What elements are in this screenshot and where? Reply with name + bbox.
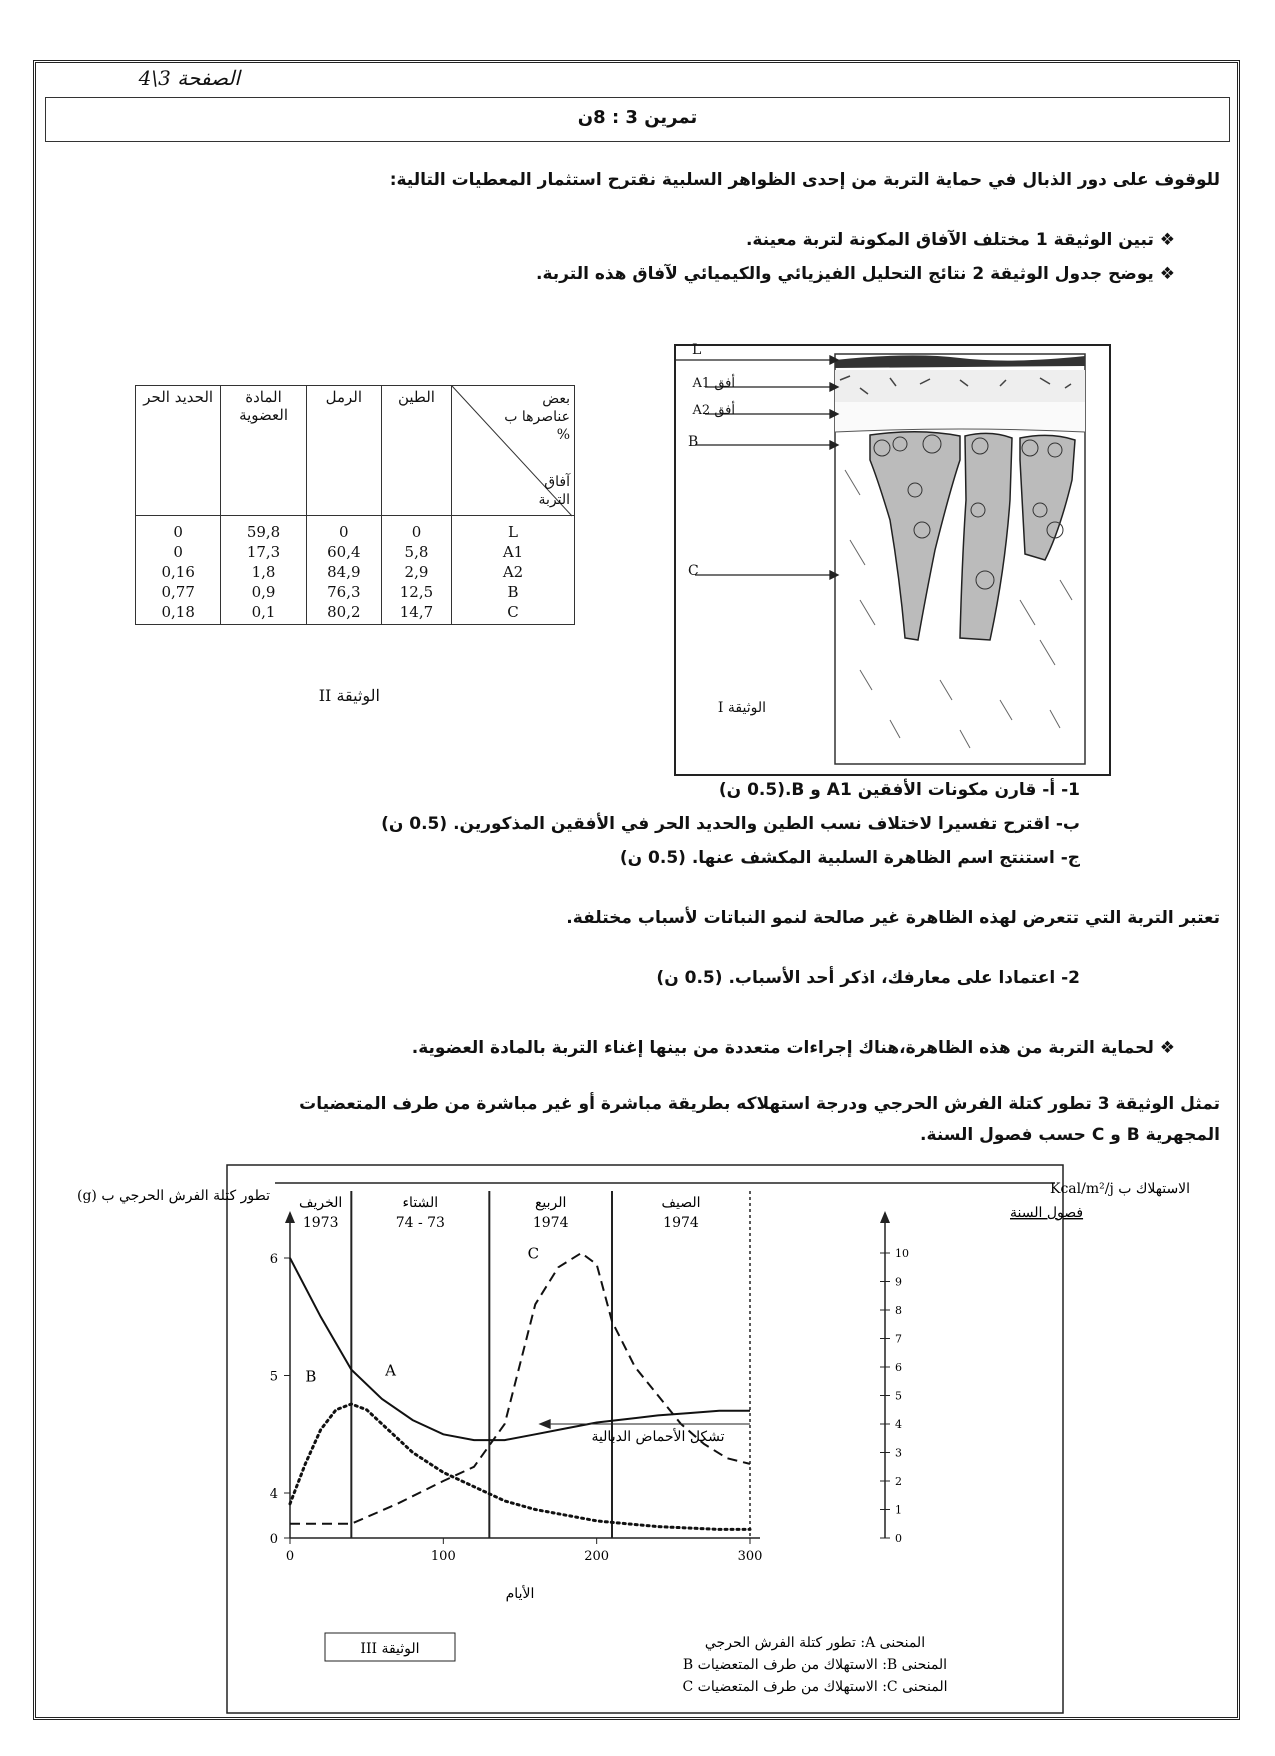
legend-entry: المنحنى A: تطور كتلة الفرش الحرجي [704,1635,926,1651]
y-axis-left-arrow [285,1211,295,1223]
y-left-tick-label: 6 [269,1252,278,1267]
y-left-tick-label: 4 [269,1487,278,1502]
doc1-label-l: L [692,342,702,358]
table-corner-cell [452,386,575,516]
season-year: 74 - 73 [395,1215,445,1231]
season-name: الربيع [534,1195,567,1211]
horizon-a2-layer [835,402,1085,432]
corner-bottom-label: آفاق التربة [538,474,570,508]
y-right-tick-label: 8 [895,1304,902,1317]
question-1a: 1- أ- قارن مكونات الأفقين A1 و B.(0.5 ن) [718,780,1080,800]
horizon-a1-layer [835,370,1085,402]
bullet-protection-text: لحماية التربة من هذه الظاهرة،هناك إجراءات متعددة من بينها إغناء التربة بالمادة العضوية. [411,1038,1154,1058]
season-year: 1973 [302,1215,339,1231]
season-name: الصيف [661,1195,701,1211]
season-name: الخريف [299,1195,343,1211]
litter-chart [76,1163,1191,1718]
series-a-line [290,1258,750,1440]
x-tick-label: 200 [584,1549,610,1564]
doc1-label-c: C [688,563,699,579]
doc1-caption: الوثيقة I [717,700,766,716]
question-2: 2- اعتمادا على معارفك، اذكر أحد الأسباب. (0.5 ن) [656,968,1080,988]
x-axis-label: الأيام [505,1586,535,1602]
y-right-tick-label: 1 [895,1503,902,1517]
table-row: 0 0 0,16 0,77 0,18 59,8 17,3 1,8 0,9 0,1 0 60,4 84,9 76,3 80,2 0 5,8 2,9 12,5 14,7 L A1 A2 B C [136,516,575,625]
y-right-tick-label: 10 [895,1247,909,1260]
seasons-label: فصول السنة [1010,1205,1084,1221]
intro-paragraph: للوقوف على دور الذبال في حماية التربة من إحدى الظواهر السلبية نقترح استثمار المعطيات التالية: [389,170,1220,190]
y-left-axis-label: تطور كتلة الفرش الحرجي ب (g) [76,1188,270,1204]
exercise-title: تمرين 3 : 8ن [577,107,698,128]
x-tick-label: 300 [737,1549,763,1564]
curve-label-a: A [385,1361,396,1380]
y-right-tick-label: 5 [895,1389,902,1403]
annotation-arrow-head [538,1419,550,1429]
bullet-doc2-text: يوضح جدول الوثيقة 2 نتائج التحليل الفيزيائي والكيميائي لآفاق هذه التربة. [536,264,1154,284]
y-right-axis-label: الاستهلاك ب Kcal/m²/j [1050,1181,1191,1197]
season-year: 1974 [532,1215,569,1231]
bullet-doc2: ❖ يوضح جدول الوثيقة 2 نتائج التحليل الفيزيائي والكيميائي لآفاق هذه التربة. [536,264,1175,284]
bullet-doc1: ❖ تبين الوثيقة 1 مختلف الآفاق المكونة لتربة معينة. [745,230,1175,250]
header-sand: الرمل [306,386,381,516]
paragraph-doc3-line1: تمثل الوثيقة 3 تطور كتلة الفرش الحرجي ودرجة استهلاكه بطريقة مباشرة أو غير مباشرة من طرف المتعضيات [299,1094,1220,1114]
y-right-tick-label: 4 [895,1418,902,1431]
y-left-tick-label: 5 [269,1369,278,1385]
season-name: الشتاء [402,1195,439,1211]
page-mark: الصفحة 3\4 [138,66,240,90]
x-tick-label: 0 [285,1549,295,1564]
doc1-label-a2: أفق A2 [692,403,735,418]
horizon-l-layer [835,355,1085,368]
legend-entry: المنحنى B: الاستهلاك من طرف المتعضيات B [682,1657,948,1673]
y-left-tick-label: 0 [269,1532,278,1547]
horizon-b-layer [870,432,1075,640]
y-right-tick-label: 6 [895,1361,902,1374]
y-right-tick-label: 0 [895,1532,902,1545]
doc1-label-b: B [688,434,699,450]
y-axis-right-arrow [880,1211,890,1223]
question-1b: ب- اقترح تفسيرا لاختلاف نسب الطين والحديد الحر في الأفقين المذكورين. (0.5 ن) [381,814,1080,834]
analysis-table [135,385,575,625]
doc3-caption: الوثيقة III [360,1641,420,1657]
paragraph-doc3-line2: المجهرية B و C حسب فصول السنة. [920,1125,1220,1145]
doc1-label-a1: أفق A1 [692,376,735,391]
curve-label-c: C [527,1244,540,1263]
y-right-tick-label: 2 [895,1475,902,1488]
header-organic-matter: المادة العضوية [221,386,306,516]
series-c-line [290,1253,750,1524]
annotation-text: تشكل الأحماض الدبالية [591,1429,725,1446]
header-clay: الطين [381,386,451,516]
y-right-tick-label: 3 [895,1446,902,1460]
legend-entry: المنحنى C: الاستهلاك من طرف المتعضيات C [682,1679,948,1695]
x-tick-label: 100 [430,1549,456,1564]
y-right-tick-label: 9 [895,1275,902,1289]
bullet-doc1-text: تبين الوثيقة 1 مختلف الآفاق المكونة لتربة معينة. [745,230,1154,250]
season-year: 1974 [663,1215,699,1231]
question-1c: ج- استنتج اسم الظاهرة السلبية المكشف عنها. (0.5 ن) [619,848,1080,868]
header-free-iron: الحديد الحر [136,386,221,516]
corner-top-label: بعض عناصرها ب % [504,391,570,443]
paragraph-unsuitable-soil: تعتبر التربة التي تتعرض لهذه الظاهرة غير صالحة لنمو النباتات لأسباب مختلفة. [566,908,1220,928]
y-right-tick-label: 7 [895,1332,902,1346]
bullet-protection: ❖ لحماية التربة من هذه الظاهرة،هناك إجراءات متعددة من بينها إغناء التربة بالمادة العضوية. [411,1038,1175,1058]
doc2-caption: الوثيقة II [318,686,380,705]
curve-label-b: B [305,1367,317,1386]
